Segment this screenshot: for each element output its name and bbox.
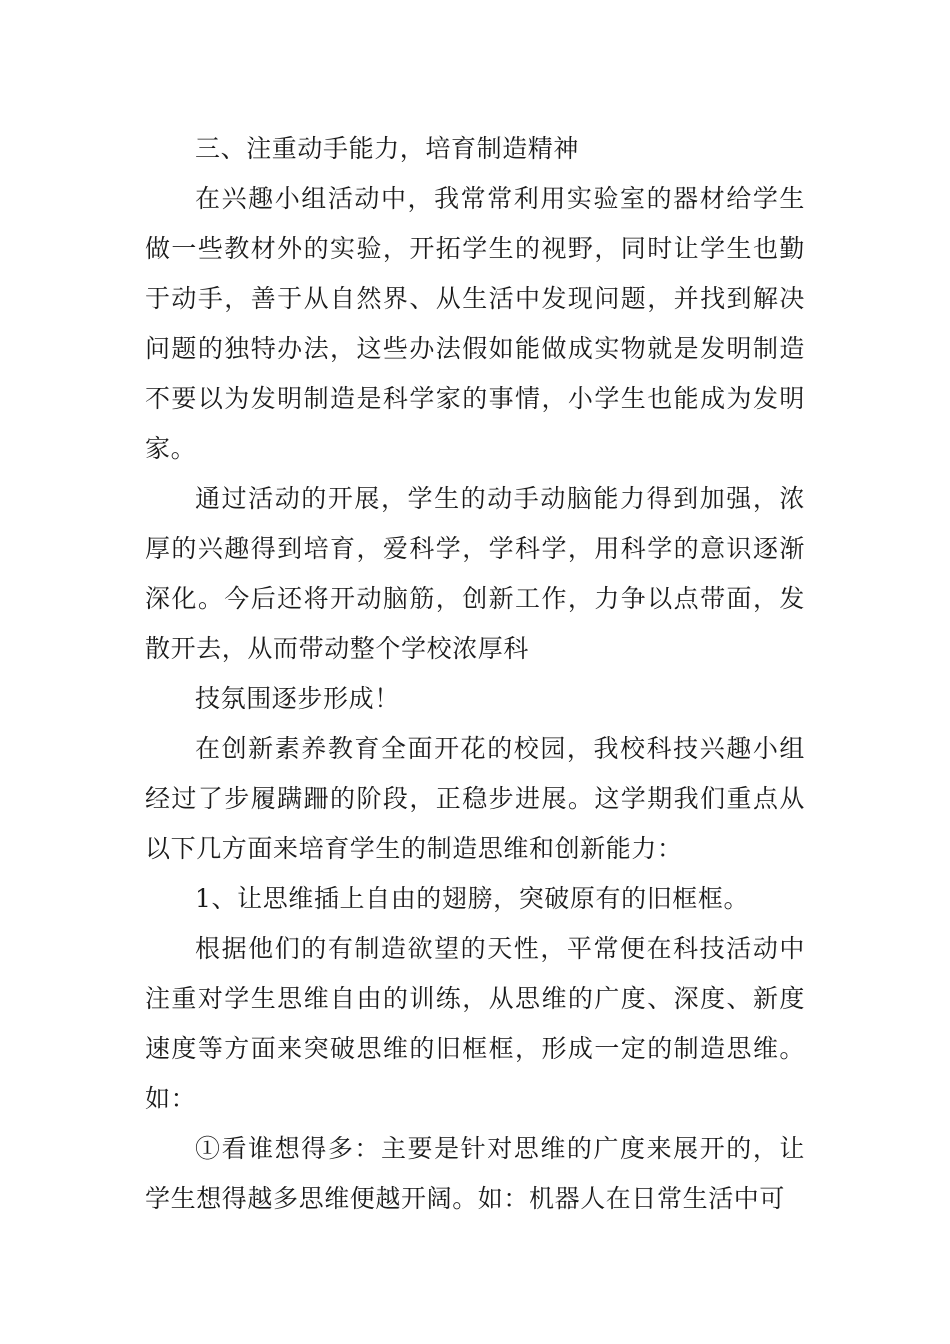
paragraph: ①看谁想得多：主要是针对思维的广度来展开的，让学生想得越多思维便越开阔。如：机器人在日常生活中可: [145, 1134, 805, 1213]
paragraph: 通过活动的开展，学生的动手动脑能力得到加强，浓厚的兴趣得到培育，爱科学，学科学，用科学的意识逐渐深化。今后还将开动脑筋，创新工作，力争以点带面，发散开去，从而带动整个学校浓厚科: [145, 484, 805, 663]
paragraph: 技氛围逐步形成！: [195, 684, 400, 713]
section-heading: 三、注重动手能力，培育制造精神: [195, 134, 580, 163]
document-body: [145, 124, 805, 1224]
paragraph: 根据他们的有制造欲望的天性，平常便在科技活动中注重对学生思维自由的训练，从思维的广度、深度、新度速度等方面来突破思维的旧框框，形成一定的制造思维。如：: [145, 934, 805, 1113]
paragraph: 在创新素养教育全面开花的校园，我校科技兴趣小组经过了步履蹒跚的阶段，正稳步进展。这学期我们重点从以下几方面来培育学生的制造思维和创新能力：: [145, 734, 805, 863]
numbered-point: 1、让思维插上自由的翅膀，突破原有的旧框框。: [195, 884, 750, 913]
paragraph: 在兴趣小组活动中，我常常利用实验室的器材给学生做一些教材外的实验，开拓学生的视野，同时让学生也勤于动手，善于从自然界、从生活中发现问题，并找到解决问题的独特办法，这些办法假如能做成实物就是发明制造不要以为发明制造是科学家的事情，小学生也能成为发明家。: [145, 184, 805, 463]
